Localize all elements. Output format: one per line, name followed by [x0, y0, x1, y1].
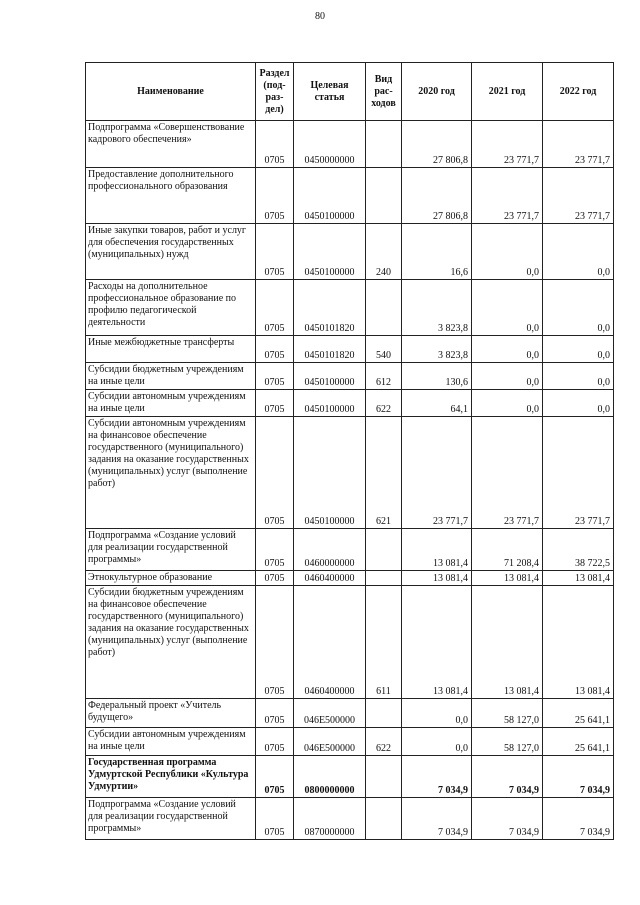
row-section: 0705: [256, 699, 294, 728]
row-section: 0705: [256, 571, 294, 586]
row-2021: 0,0: [472, 280, 543, 336]
table-row: [86, 336, 614, 363]
table-row: [86, 529, 614, 571]
row-expense: [366, 168, 402, 224]
row-2020: 13 081,4: [402, 571, 472, 586]
table-row: [86, 363, 614, 390]
row-code: 0450101820: [294, 336, 366, 363]
row-name: Иные закупки товаров, работ и услуг для обеспечения государственных (муниципальных) нужд: [86, 224, 256, 280]
row-code: 0450100000: [294, 390, 366, 417]
row-code: 0450100000: [294, 363, 366, 390]
table-row: [86, 728, 614, 756]
row-expense: 612: [366, 363, 402, 390]
row-2021: 58 127,0: [472, 699, 543, 728]
row-2022: 13 081,4: [543, 586, 614, 699]
row-2022: 23 771,7: [543, 121, 614, 168]
row-2022: 25 641,1: [543, 699, 614, 728]
row-name: Государственная программа Удмуртской Республики «Культура Удмуртии»: [86, 756, 256, 798]
row-2021: 0,0: [472, 336, 543, 363]
row-2021: 23 771,7: [472, 417, 543, 529]
row-2021: 13 081,4: [472, 586, 543, 699]
row-2020: 27 806,8: [402, 168, 472, 224]
row-2022: 13 081,4: [543, 571, 614, 586]
row-2020: 7 034,9: [402, 798, 472, 840]
table-body: [86, 121, 614, 840]
row-expense: [366, 280, 402, 336]
table-row: [86, 224, 614, 280]
row-expense: 622: [366, 728, 402, 756]
row-expense: [366, 571, 402, 586]
row-name: Подпрограмма «Создание условий для реализации государственной программы»: [86, 529, 256, 571]
row-section: 0705: [256, 529, 294, 571]
row-code: 0800000000: [294, 756, 366, 798]
row-code: 0450100000: [294, 224, 366, 280]
row-expense: [366, 756, 402, 798]
row-2022: 23 771,7: [543, 168, 614, 224]
row-2021: 13 081,4: [472, 571, 543, 586]
row-2022: 0,0: [543, 224, 614, 280]
row-name: Подпрограмма «Создание условий для реализации государственной программы»: [86, 798, 256, 840]
row-2020: 0,0: [402, 699, 472, 728]
row-section: 0705: [256, 224, 294, 280]
row-code: 0450101820: [294, 280, 366, 336]
row-2021: 71 208,4: [472, 529, 543, 571]
header-code: Целевая статья: [294, 63, 366, 121]
row-code: 0460400000: [294, 571, 366, 586]
row-section: 0705: [256, 728, 294, 756]
row-2022: 0,0: [543, 390, 614, 417]
row-2021: 23 771,7: [472, 168, 543, 224]
row-section: 0705: [256, 417, 294, 529]
row-expense: 240: [366, 224, 402, 280]
row-2020: 23 771,7: [402, 417, 472, 529]
row-name: Подпрограмма «Совершенствование кадрового обеспечения»: [86, 121, 256, 168]
table-header-row: [86, 63, 614, 121]
row-code: 046E500000: [294, 728, 366, 756]
row-expense: [366, 798, 402, 840]
header-2022: 2022 год: [543, 63, 614, 121]
row-2021: 23 771,7: [472, 121, 543, 168]
row-code: 0460400000: [294, 586, 366, 699]
row-section: 0705: [256, 121, 294, 168]
row-2020: 16,6: [402, 224, 472, 280]
row-expense: [366, 529, 402, 571]
row-expense: 611: [366, 586, 402, 699]
row-name: Расходы на дополнительное профессиональное образование по профилю педагогической деятельности: [86, 280, 256, 336]
row-code: 0450100000: [294, 417, 366, 529]
row-code: 046E500000: [294, 699, 366, 728]
table-row: [86, 121, 614, 168]
table-row: [86, 417, 614, 529]
row-name: Субсидии автономным учреждениям на финансовое обеспечение государственного (муниципального) задания на оказание государственных (муниципальных) услуг (выполнение работ): [86, 417, 256, 529]
row-2021: 0,0: [472, 390, 543, 417]
row-name: Этнокультурное образование: [86, 571, 256, 586]
row-2022: 7 034,9: [543, 798, 614, 840]
row-2020: 13 081,4: [402, 586, 472, 699]
row-2020: 3 823,8: [402, 280, 472, 336]
row-2020: 64,1: [402, 390, 472, 417]
row-2022: 0,0: [543, 363, 614, 390]
row-expense: 621: [366, 417, 402, 529]
row-2022: 38 722,5: [543, 529, 614, 571]
row-section: 0705: [256, 756, 294, 798]
row-section: 0705: [256, 586, 294, 699]
row-name: Иные межбюджетные трансферты: [86, 336, 256, 363]
row-2020: 27 806,8: [402, 121, 472, 168]
row-2020: 0,0: [402, 728, 472, 756]
row-section: 0705: [256, 168, 294, 224]
row-expense: 622: [366, 390, 402, 417]
row-code: 0460000000: [294, 529, 366, 571]
table-row: [86, 756, 614, 798]
row-name: Федеральный проект «Учитель будущего»: [86, 699, 256, 728]
row-2021: 7 034,9: [472, 756, 543, 798]
header-2021: 2021 год: [472, 63, 543, 121]
table-row: [86, 586, 614, 699]
row-2020: 13 081,4: [402, 529, 472, 571]
row-2022: 0,0: [543, 280, 614, 336]
row-2022: 0,0: [543, 336, 614, 363]
table-row: [86, 699, 614, 728]
row-name: Субсидии автономным учреждениям на иные цели: [86, 390, 256, 417]
page-number: 80: [315, 11, 325, 22]
row-section: 0705: [256, 336, 294, 363]
row-name: Субсидии автономным учреждениям на иные цели: [86, 728, 256, 756]
table-row: [86, 390, 614, 417]
header-section: Раздел (под-раз-дел): [256, 63, 294, 121]
row-2022: 23 771,7: [543, 417, 614, 529]
row-expense: [366, 121, 402, 168]
row-name: Субсидии бюджетным учреждениям на финансовое обеспечение государственного (муниципального) задания на оказание государственных (муниципальных) услуг (выполнение работ): [86, 586, 256, 699]
row-2021: 0,0: [472, 224, 543, 280]
row-2020: 7 034,9: [402, 756, 472, 798]
row-code: 0870000000: [294, 798, 366, 840]
header-name: Наименование: [86, 63, 256, 121]
table-row: [86, 798, 614, 840]
table-row: [86, 571, 614, 586]
row-name: Предоставление дополнительного профессионального образования: [86, 168, 256, 224]
row-section: 0705: [256, 798, 294, 840]
row-expense: [366, 699, 402, 728]
table-row: [86, 168, 614, 224]
row-2020: 3 823,8: [402, 336, 472, 363]
header-expense: Вид рас-ходов: [366, 63, 402, 121]
row-name: Субсидии бюджетным учреждениям на иные цели: [86, 363, 256, 390]
row-section: 0705: [256, 363, 294, 390]
header-2020: 2020 год: [402, 63, 472, 121]
row-2021: 58 127,0: [472, 728, 543, 756]
row-code: 0450100000: [294, 168, 366, 224]
row-2020: 130,6: [402, 363, 472, 390]
row-2021: 7 034,9: [472, 798, 543, 840]
table-row: [86, 280, 614, 336]
row-2021: 0,0: [472, 363, 543, 390]
row-2022: 7 034,9: [543, 756, 614, 798]
row-section: 0705: [256, 280, 294, 336]
row-expense: 540: [366, 336, 402, 363]
row-2022: 25 641,1: [543, 728, 614, 756]
row-section: 0705: [256, 390, 294, 417]
budget-table: [85, 62, 614, 840]
row-code: 0450000000: [294, 121, 366, 168]
